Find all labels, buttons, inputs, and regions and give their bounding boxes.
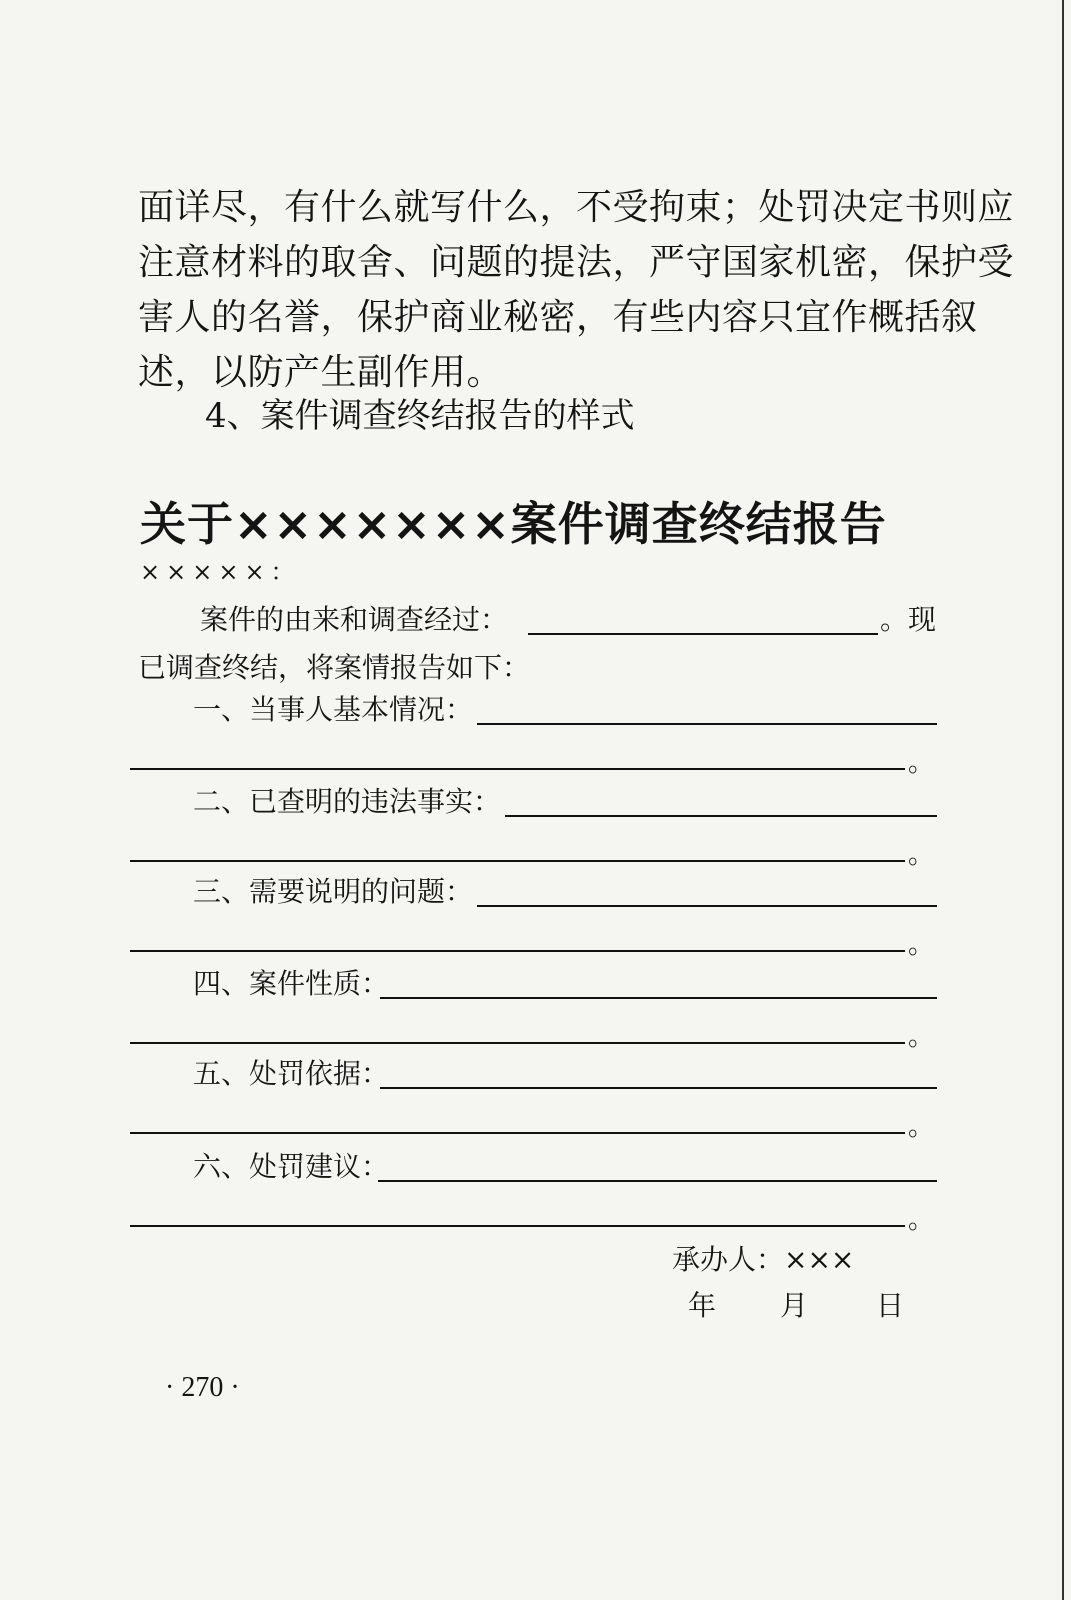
section-heading: 4、案件调查终结报告的样式 xyxy=(205,396,635,436)
item-label-5: 五、处罚依据： xyxy=(193,1057,390,1090)
body-paragraph xyxy=(138,180,1015,400)
item-blank-3a xyxy=(477,905,937,907)
intro-line-2: 已调查终结，将案情报告如下： xyxy=(138,651,531,684)
page-number: · 270 · xyxy=(165,1372,240,1403)
item-blank-4b xyxy=(130,1042,905,1044)
item-period-2: 。 xyxy=(908,840,935,870)
item-label-6: 六、处罚建议： xyxy=(193,1150,390,1183)
item-period-3: 。 xyxy=(908,930,935,960)
item-period-1: 。 xyxy=(908,748,935,778)
paragraph-line-3: 害人的名誉，保护商业秘密，有些内容只宜作概括叙 xyxy=(138,297,978,338)
item-label-1: 一、当事人基本情况： xyxy=(193,693,474,726)
form-title: 关于×××××××案件调查终结报告 xyxy=(140,497,887,551)
date-month: 月 xyxy=(780,1289,809,1322)
item-blank-1a xyxy=(477,723,937,725)
item-blank-6a xyxy=(378,1180,937,1182)
item-blank-2b xyxy=(130,860,905,862)
paragraph-line-1: 面详尽，有什么就写什么，不受拘束；处罚决定书则应 xyxy=(138,187,1015,228)
item-period-6: 。 xyxy=(908,1205,935,1235)
paragraph-line-4: 述，以防产生副作用。 xyxy=(138,352,504,393)
signer-line: 承办人：××× xyxy=(672,1243,855,1276)
item-label-3: 三、需要说明的问题： xyxy=(193,875,474,908)
item-blank-5b xyxy=(130,1132,905,1134)
item-blank-4a xyxy=(380,997,937,999)
date-year: 年 xyxy=(688,1289,717,1322)
item-blank-3b xyxy=(130,950,905,952)
item-blank-5a xyxy=(380,1087,937,1089)
item-label-2: 二、已查明的违法事实： xyxy=(193,785,502,818)
item-blank-6b xyxy=(130,1225,905,1227)
date-day: 日 xyxy=(876,1289,905,1322)
item-label-4: 四、案件性质： xyxy=(193,967,390,1000)
intro-tail: 。现 xyxy=(880,603,937,636)
item-blank-2a xyxy=(505,815,937,817)
intro-label: 案件的由来和调查经过： xyxy=(200,603,509,636)
item-period-4: 。 xyxy=(908,1022,935,1052)
item-period-5: 。 xyxy=(908,1112,935,1142)
page-edge-line xyxy=(1062,0,1064,1600)
paragraph-line-2: 注意材料的取舍、问题的提法，严守国家机密，保护受 xyxy=(138,242,1015,283)
intro-blank-line xyxy=(528,633,878,635)
form-addressee: ×××××： xyxy=(140,558,301,586)
item-blank-1b xyxy=(130,768,905,770)
